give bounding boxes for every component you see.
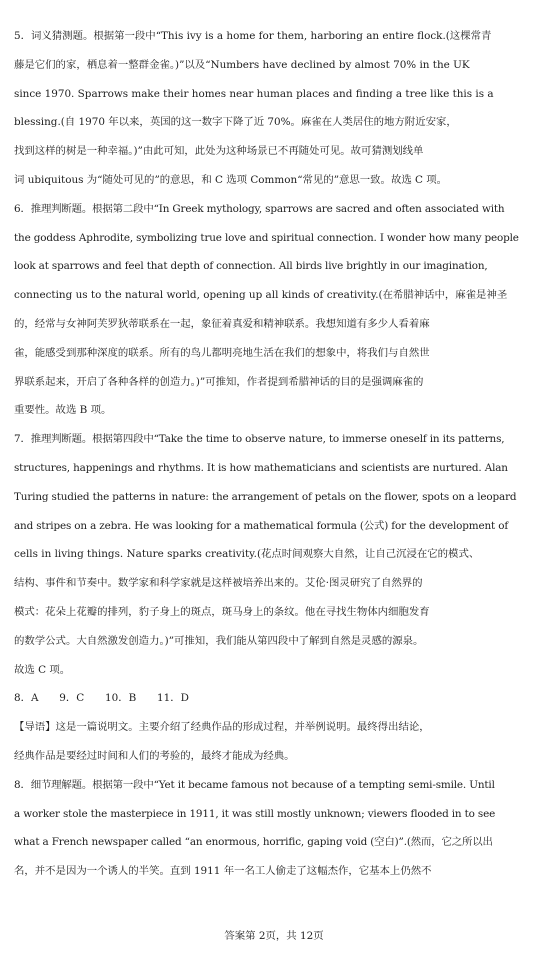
text-line: connecting us to the natural world, opening up all kinds of creativity.(在希腊神话中，麻雀是神圣 <box>14 289 508 302</box>
answer-text <box>14 22 536 886</box>
text-line: 8．细节理解题。根据第一段中“Yet it became famous not because of a tempting semi-smile. Until <box>14 778 495 791</box>
text-line: 界联系起来，开启了各种各样的创造力。)”可推知，作者提到希腊神话的目的是强调麻雀的 <box>14 375 424 388</box>
text-line: since 1970. Sparrows make their homes near human places and finding a tree like this is a <box>14 87 494 100</box>
text-line: Turing studied the patterns in nature: the arrangement of petals on the flower, spots on a leopard <box>14 490 517 503</box>
text-line: 藤是它们的家，栖息着一整群金雀。)”以及“Numbers have declined by almost 70% in the UK <box>14 58 470 71</box>
text-line: 的，经常与女神阿芙罗狄蒂联系在一起，象征着真爱和精神联系。我想知道有多少人看着麻 <box>14 317 430 330</box>
text-line: and stripes on a zebra. He was looking for a mathematical formula (公式) for the development of <box>14 519 509 532</box>
text-line: 结构、事件和节奏中。数学家和科学家就是这样被培养出来的。艾伦·图灵研究了自然界的 <box>14 577 423 590</box>
text-line: 重要性。故选 B 项。 <box>14 404 112 417</box>
text-line: 词 ubiquitous 为“随处可见的”的意思，和 C 选项 Common“常见的”意思一致。故选 C 项。 <box>14 173 448 186</box>
answer-keys: 8．A 9．C 10．B 11．D <box>14 692 189 705</box>
text-line: 雀，能感受到那种深度的联系。所有的鸟儿都明亮地生活在我们的想象中，将我们与自然世 <box>14 346 430 359</box>
text-line: 故选 C 项。 <box>14 663 71 676</box>
text-line: 的数学公式。大自然激发创造力。)”可推知，我们能从第四段中了解到自然是灵感的源泉。 <box>14 634 424 647</box>
text-line: a worker stole the masterpiece in 1911, it was still mostly unknown; viewers flooded in to see <box>14 807 496 820</box>
text-line: structures, happenings and rhythms. It is how mathematicians and scientists are nurtured. Alan <box>14 461 508 474</box>
text-line: 名，并不是因为一个诱人的半笑。直到 1911 年一名工人偷走了这幅杰作，它基本上仍然不 <box>14 865 432 878</box>
text-line: 【导语】这是一篇说明文。主要介绍了经典作品的形成过程，并举例说明。最终得出结论， <box>14 721 430 734</box>
text-line: what a French newspaper called “an enormous, horrific, gaping void (空白)”.(然而，它之所以出 <box>14 836 493 849</box>
text-line: 经典作品是要经过时间和人们的考验的，最终才能成为经典。 <box>14 749 295 762</box>
text-line: 模式：花朵上花瓣的排列，豹子身上的斑点，斑马身上的条纹。他在寻找生物体内细胞发育 <box>14 605 430 618</box>
page-footer: 答案第 2页，共 12页 <box>224 930 324 942</box>
text-line: 6．推理判断题。根据第二段中“In Greek mythology, sparrows are sacred and often associated with <box>14 202 505 215</box>
text-line: 5．词义猜测题。根据第一段中“This ivy is a home for them, harboring an entire flock.(这棵常青 <box>14 30 492 42</box>
text-line: the goddess Aphrodite, symbolizing true love and spiritual connection. I wonder how many people <box>14 231 519 244</box>
text-line: blessing.(自 1970 年以来，英国的这一数字下降了近 70%。麻雀在人类居住的地方附近安家， <box>14 116 457 129</box>
text-line: look at sparrows and feel that depth of connection. All birds live brightly in our imagination, <box>14 260 488 273</box>
text-line: cells in living things. Nature sparks creativity.(花点时间观察大自然，让自己沉浸在它的模式、 <box>14 548 480 561</box>
text-line: 7．推理判断题。根据第四段中“Take the time to observe nature, to immerse oneself in its patterns, <box>14 433 505 446</box>
text-line: 找到这样的树是一种幸福。)”由此可知，此处为这种场景已不再随处可见。故可猜测划线单 <box>14 145 424 158</box>
